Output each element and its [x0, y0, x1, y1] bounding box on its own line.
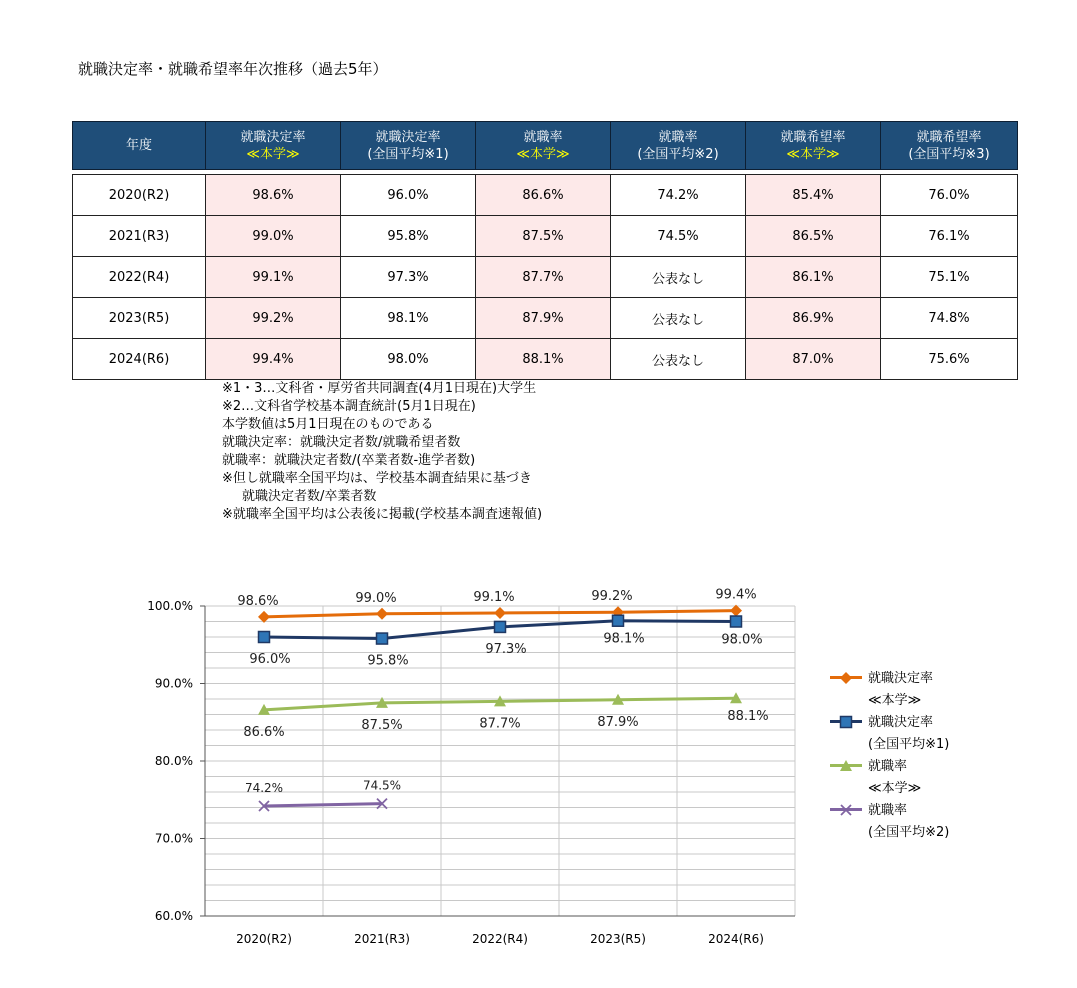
data-label: 98.1%: [603, 631, 645, 647]
column-header: [476, 122, 611, 170]
table-cell: 87.9%: [476, 298, 611, 339]
table-cell: 87.0%: [746, 339, 881, 380]
table-cell: 2021(R3): [73, 216, 206, 257]
table-cell: 75.6%: [881, 339, 1018, 380]
chart-legend: [830, 668, 949, 844]
column-header-line2: ≪本学≫: [516, 146, 570, 162]
data-point-diamond: [376, 608, 388, 620]
table-cell: 2023(R5): [73, 298, 206, 339]
legend-label: 就職率: [868, 759, 908, 774]
table-cell: 98.1%: [341, 298, 476, 339]
table-cell: 76.1%: [881, 216, 1018, 257]
table-cell: 74.2%: [611, 175, 746, 216]
legend-sublabel: ≪本学≫: [868, 693, 922, 708]
footnotes: [222, 380, 542, 524]
data-point-square: [377, 633, 388, 644]
column-header-line1: 就職希望率: [780, 129, 846, 145]
footnote-line: 本学数値は5月1日現在のものである: [222, 417, 434, 432]
x-tick-label: 2021(R3): [354, 932, 410, 946]
data-point-diamond: [840, 672, 852, 684]
data-label: 99.0%: [355, 590, 397, 606]
column-header: [341, 122, 476, 170]
footnote-line: ※2…文科省学校基本調査統計(5月1日現在): [222, 399, 476, 414]
footnote-line: ※但し就職率全国平均は、学校基本調査結果に基づき: [222, 471, 532, 486]
table-cell: 74.5%: [611, 216, 746, 257]
table-cell: 95.8%: [341, 216, 476, 257]
table-cell: 公表なし: [611, 339, 746, 380]
table-row: [73, 216, 1018, 257]
table-cell: 公表なし: [611, 298, 746, 339]
footnote-line: ※1・3…文科省・厚労省共同調査(4月1日現在)大学生: [222, 381, 537, 396]
table-cell: 98.0%: [341, 339, 476, 380]
table-body: [73, 170, 1018, 380]
data-label: 99.4%: [715, 587, 757, 603]
y-tick-label: 90.0%: [154, 676, 193, 691]
legend-item: [830, 756, 949, 800]
data-label: 99.2%: [591, 589, 633, 605]
data-label: 95.8%: [367, 653, 409, 669]
table-cell: 公表なし: [611, 257, 746, 298]
table-cell: 85.4%: [746, 175, 881, 216]
data-point-square: [613, 615, 624, 626]
table-cell: 2020(R2): [73, 175, 206, 216]
data-label: 88.1%: [727, 709, 769, 725]
legend-item: [830, 800, 949, 844]
table-cell: 2022(R4): [73, 257, 206, 298]
column-header-line1: 年度: [125, 138, 152, 153]
column-header: [881, 122, 1018, 170]
footnote-line: 就職決定者数/卒業者数: [242, 489, 377, 504]
data-label: 98.6%: [237, 593, 279, 609]
table-cell: 98.6%: [206, 175, 341, 216]
table-row: [73, 339, 1018, 380]
legend-label: 就職率: [868, 803, 908, 818]
column-header-line2: ≪本学≫: [786, 146, 840, 162]
column-header-line2: (全国平均※1): [367, 146, 449, 162]
y-tick-label: 80.0%: [154, 754, 193, 768]
table-cell: 99.2%: [206, 298, 341, 339]
footnote-line: 就職率：就職決定者数/(卒業者数-進学者数): [222, 453, 476, 468]
data-label: 74.5%: [362, 778, 402, 793]
data-point-triangle: [840, 760, 852, 771]
y-tick-label: 100.0%: [147, 599, 193, 613]
footnote-line: 就職決定率：就職決定者数/就職希望者数: [222, 435, 461, 450]
table-cell: 86.5%: [746, 216, 881, 257]
table-cell: 76.0%: [881, 175, 1018, 216]
table-cell: 74.8%: [881, 298, 1018, 339]
column-header: [73, 122, 206, 170]
data-point-square: [495, 621, 506, 632]
table-cell: 99.0%: [206, 216, 341, 257]
legend-marker-diamond: [839, 671, 853, 685]
series-line: [264, 804, 382, 806]
data-point-square: [841, 717, 852, 728]
data-label: 87.9%: [597, 714, 639, 730]
table-cell: 97.3%: [341, 257, 476, 298]
data-label: 97.3%: [485, 641, 527, 657]
x-tick-label: 2020(R2): [236, 932, 292, 946]
data-table: [72, 121, 1018, 380]
data-point-square: [259, 632, 270, 643]
footnote-line: ※就職率全国平均は公表後に掲載(学校基本調査速報値): [222, 507, 543, 522]
table-row: [73, 298, 1018, 339]
legend-marker-triangle: [839, 759, 853, 773]
column-header: [746, 122, 881, 170]
legend-sublabel: ≪本学≫: [868, 781, 922, 796]
data-label: 96.0%: [249, 652, 291, 667]
table-cell: 96.0%: [341, 175, 476, 216]
x-tick-label: 2024(R6): [708, 932, 764, 946]
table-cell: 2024(R6): [73, 339, 206, 380]
table-cell: 86.6%: [476, 175, 611, 216]
legend-label: 就職決定率: [868, 671, 934, 686]
data-point-square: [731, 616, 742, 627]
y-tick-label: 70.0%: [154, 831, 193, 846]
table-header-row: [73, 122, 1018, 170]
legend-label: 就職決定率: [868, 715, 934, 730]
data-label: 87.7%: [479, 716, 521, 732]
data-label: 74.2%: [244, 780, 284, 795]
table-cell: 86.9%: [746, 298, 881, 339]
data-point-diamond: [494, 607, 506, 619]
table-cell: 86.1%: [746, 257, 881, 298]
legend-item: [830, 668, 949, 712]
column-header-line1: 就職決定率: [240, 129, 306, 145]
x-tick-label: 2023(R5): [590, 932, 646, 946]
column-header: [611, 122, 746, 170]
page-title: 就職決定率・就職希望率年次推移（過去5年）: [78, 60, 388, 78]
table-cell: 75.1%: [881, 257, 1018, 298]
column-header-line1: 就職率: [658, 129, 698, 145]
column-header-line1: 就職決定率: [375, 129, 441, 145]
data-label: 99.1%: [473, 589, 515, 605]
data-label: 98.0%: [721, 632, 763, 648]
legend-sublabel: (全国平均※2): [868, 825, 950, 840]
x-tick-label: 2022(R4): [472, 932, 528, 946]
legend-sublabel: (全国平均※1): [868, 737, 950, 752]
legend-item: [830, 712, 949, 756]
data-label: 87.5%: [361, 717, 403, 733]
table-cell: 87.5%: [476, 216, 611, 257]
column-header-line1: 就職希望率: [916, 129, 982, 145]
column-header-line2: ≪本学≫: [246, 146, 300, 162]
table-cell: 99.1%: [206, 257, 341, 298]
data-label: 86.6%: [243, 724, 285, 740]
data-point-x: [841, 805, 851, 815]
column-header: [206, 122, 341, 170]
table-row: [73, 257, 1018, 298]
column-header-line1: 就職率: [523, 129, 563, 145]
table-row: [73, 175, 1018, 216]
table-cell: 99.4%: [206, 339, 341, 380]
table-cell: 88.1%: [476, 339, 611, 380]
column-header-line2: (全国平均※3): [908, 146, 990, 162]
column-header-line2: (全国平均※2): [637, 146, 719, 162]
legend-marker-x: [839, 803, 853, 817]
table-cell: 87.7%: [476, 257, 611, 298]
legend-marker-square: [839, 715, 853, 729]
y-tick-label: 60.0%: [154, 909, 193, 923]
